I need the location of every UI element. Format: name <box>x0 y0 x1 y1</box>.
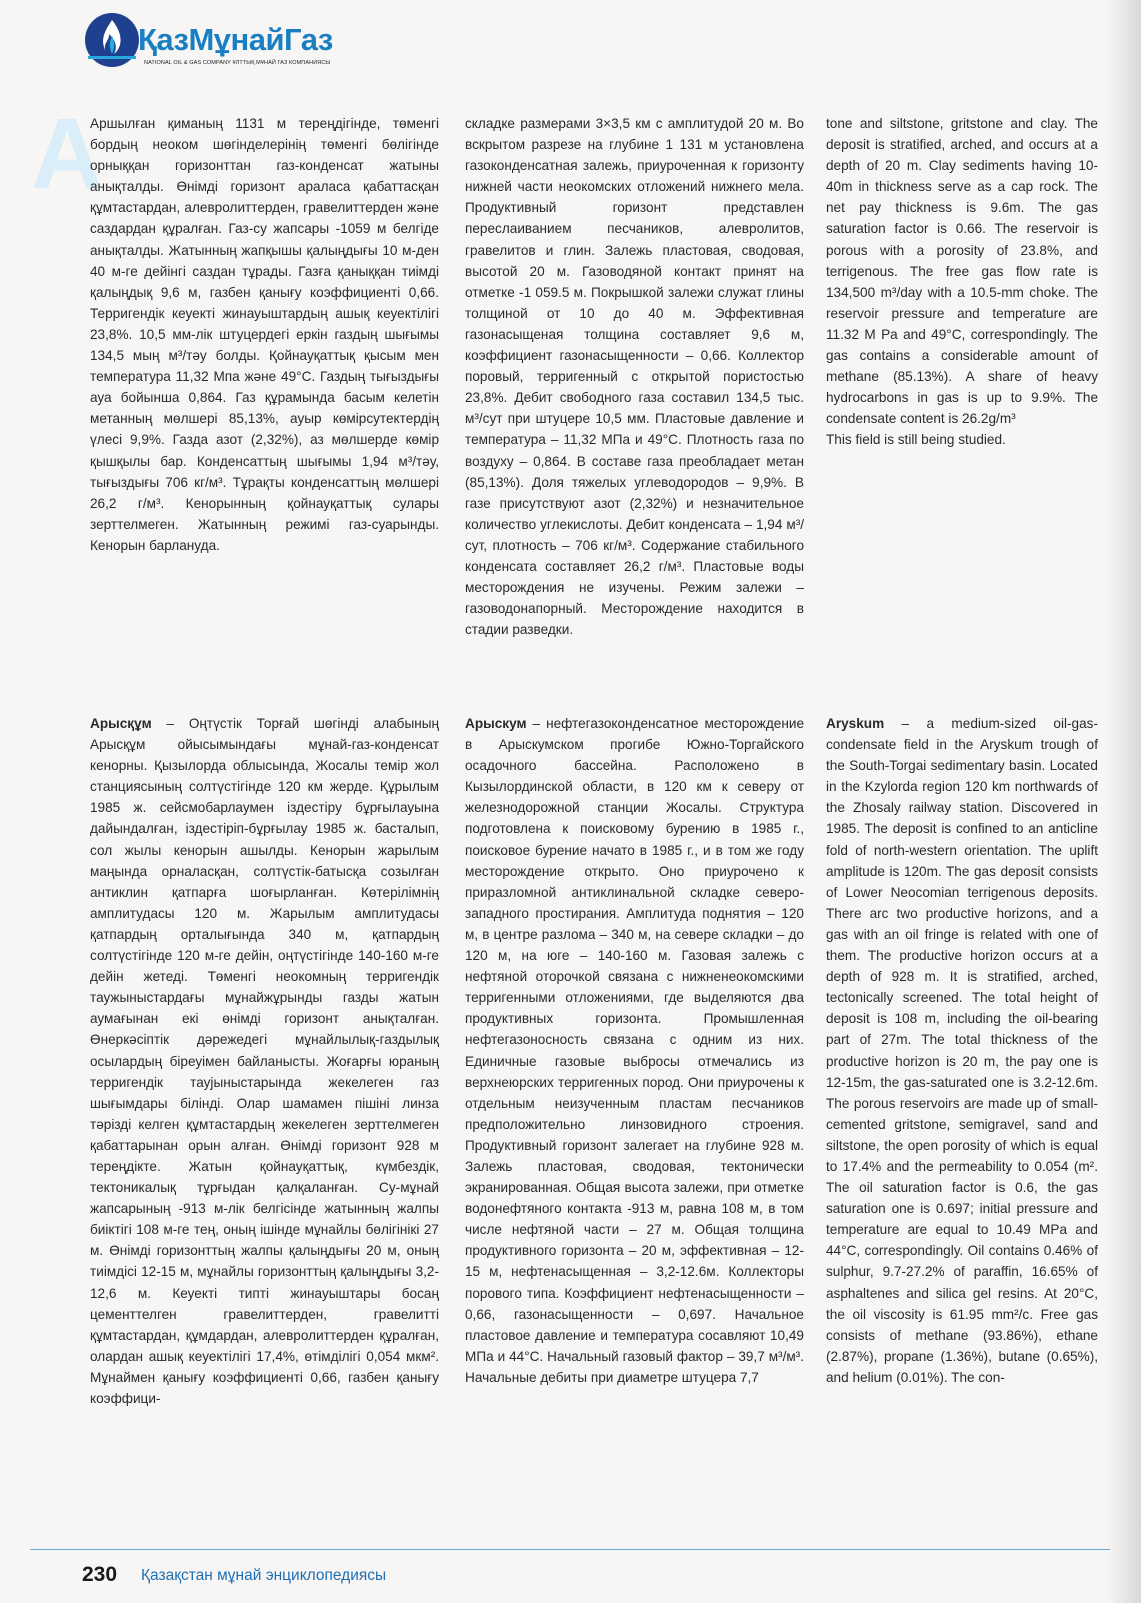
entry-body: – нефтегазоконденсатное месторождение в Арыскумском прогибе Южно-Торгайского осадочного бассейна. Расположено в Кызылординской области, в 120 км к северу от железнодорожной станции Жосалы. Структура подготовлена к поисковому бурению в 1985 г., поисковое бурение начато в 1985 г., и в том же году месторождение открыто. Оно приурочено к приразломной антиклинальной складке северо-западного простирания. Амплитуда поднятия – 120 м, в центре разлома – 340 м, на севере складки – до 120 м, на юге – 140-160 м. Газовая залежь с нефтяной оторочкой связана с нижненеокомскими терригенными отложениями, где выделяются два продуктивных горизонта. Промышленная нефтегазоносность связана с одним из них. Единичные газовые выбросы отмечались из верхнеюрских терригенных пород. Они приурочены к отдельным неизученным пластам песчаников предположительно линзовидного строения. Продуктивный горизонт залегает на глубине 928 м. Залежь пластовая, сводовая, тектонически экранированная. Общая высота залежи, при отметке водонефтяного контакта -913 м, равна 108 м, в том числе нефтяной части – 27 м. Общая толщина продуктивного горизонта – 20 м, эффективная – 12-15 м, нефтенасыщенная – 3,2-12.6м. Коллекторы порового типа. Коэффициент нефтенасыщенности – 0,66, газонасыщенности – 0,697. Начальное пластовое давление и температура сосавляют 10,49 МПа и 44°С. Начальный газовый фактор – 39,7 м³/м³. Начальные дебиты при диаметре штуцера 7,7 <box>465 716 804 1385</box>
page-edge-shadow <box>1107 0 1141 1603</box>
footer-rule <box>30 1549 1110 1550</box>
english-paragraph: tone and siltstone, gritstone and clay. The deposit is stratified, arched, and occurs at a depth of 20 m. Clay sediments having 10-40m in thickness serve as a cap rock. The net pay thickness is 9.6m. The gas saturation factor is 0.66. The reservoir is porous with a porosity of 23.8%, and terrigenous. The free gas flow rate is 134,500 m³/day with a 10.5-mm choke. The reservoir pressure and temperature are 11.32 M Pa and 49°C, correspondingly. The gas contains a considerable amount of methane (85.13%). A share of heavy hydrocarbons in gas is up to 9.9%. The condensate content is 26.2g/m³ <box>826 116 1098 427</box>
flame-logo-icon <box>82 10 142 70</box>
russian-entry-aryskum <box>465 713 804 1388</box>
kazakh-column-bottom <box>90 713 439 1409</box>
english-entry-aryskum <box>826 713 1098 1388</box>
russian-column-top <box>465 113 804 640</box>
dropcap-text: А <box>31 98 104 210</box>
russian-column-bottom <box>465 713 804 1388</box>
kazakh-paragraph: Аршылған қиманың 1131 м тереңдігінде, төменгі бордың неоком шөгінделерінің төменгі бөлігінде орныққан горизонттан газ-конденсат жатыны анықталды. Өнімді горизонт араласа қабаттасқан құмтастардан, алевролиттерден, гравелиттерден және саздардан құралған. Газ-су жапсары -1059 м белгіде анықталды. Жатынның жапқышы қалыңдығы 10 м-ден 40 м-ге дейінгі саздан тұрады. Газға қаныққан тиімді қалыңдық 9,6 м, газбен қанығу коэффициенті 0,66. Терригендік кеуекті жинауыштардың ашық кеуектілігі 23,8%. 10,5 мм-лік штуцердегі еркін газдың шығымы 134,5 мың м³/тәу болды. Қойнауқаттық қысым мен температура 11,32 Мпа және 49°С. Газдың тығыздығы ауа бойынша 0,864. Газ құрамында басым келетін метанның мөлшері 85,13%, ауыр көмірсутектердің үлесі 9,9%. Газда азот (2,32%), аз мөлшерде көмір қышқылы бар. Конденсаттың шығымы 1,94 м³/тәу, тығыздығы 706 кг/м³. Тұрақты конденсаттың мөлшері 26,2 г/м³. Кенорынның қойнауқаттық сулары зерттелмеген. Жатынның режимі газ-суарынды. Кенорын барлануда. <box>90 116 439 553</box>
entry-body: – a medium-sized oil-gas-condensate field in the Aryskum trough of the South-Torgai sedimentary basin. Located in the Kzylorda region 120 km northwards of the Zhosaly railway station. Discovered in 1985. The deposit is confined to an anticline fold of north-western orientation. The uplift amplitude is 120m. The gas deposit consists of Lower Neocomian terrigenous deposits. There arc two productive horizons, and a gas with an oil fringe is related with one of them. The productive horizon occurs at a depth of 928 m. It is stratified, arched, tectonically screened. The total height of deposit is 108 m, including the oil-bearing part of 27m. The total thickness of the productive horizon is 20 m, the pay one is 12-15m, the gas-saturated one is 3.2-12.6m. The porous reservoirs are made up of small-cemented gritstone, semigravel, sand and siltstone, the open porosity of which is equal to 17.4% and the permeability to 0.054 (m². The oil saturation factor is 0.6, the gas saturation one is 0.697; initial pressure and temperature are equal to 10.49 MPa and 44°C, correspondingly. Oil contains 0.46% of sulphur, 9.7-27.2% of paraffin, 16.65% of asphaltenes and silica gel resins. At 20°C, the oil viscosity is 61.95 mm²/c. Free gas consists of methane (93.86%), ethane (2.87%), propane (1.36%), butane (0.65%), and helium (0.01%). The con- <box>826 716 1098 1385</box>
entry-term: Aryskum <box>826 716 885 731</box>
running-footer-title: Қазақстан мұнай энциклопедиясы <box>141 1567 387 1584</box>
kazakh-column-top <box>90 113 439 556</box>
publisher-logo <box>82 10 462 72</box>
russian-paragraph: складке размерами 3×3,5 км с амплитудой 20 м. Во вскрытом разрезе на глубине 1 131 м установлена газоконденсатная залежь, приуроченная к горизонту нижней части неокомских отложений нижнего мела. Продуктивный горизонт представлен переслаиванием песчаников, алевролитов, гравелитов и глин. Залежь пластовая, сводовая, высотой 20 м. Газоводяной контакт принят на отметке -1 059.5 м. Покрышкой залежи служат глины толщиной от 10 до 40 м. Эффективная газонасыщеная толщина составляет 9,6 м, коэффициент газонасыщенности – 0,66. Коллектор поровый, терригенный с открытой пористостью 23,8%. Дебит свободного газа составил 134,5 тыс. м³/сут при штуцере 10,5 мм. Пластовые давление и температура – 11,32 МПа и 49°С. Плотность газа по воздуху – 0,864. В составе газа преобладает метан (85,13%). Доля тяжелых углеводородов – 9,9%. В газе присутствуют азот (2,32%) и незначительное количество углекислоты. Дебит конденсата – 1,94 м³/сут, плотность – 706 кг/м³. Содержание стабильного конденсата составляет 26,2 г/м³. Пластовые воды месторождения не изучены. Режим залежи – газоводонапорный. Месторождение находится в стадии разведки. <box>465 116 804 638</box>
dropcap-letter <box>31 98 104 210</box>
kazakh-entry-aryskum <box>90 713 439 1409</box>
english-column-top <box>826 113 1098 451</box>
page-number: 230 <box>82 1563 118 1586</box>
logo-wordmark: ҚазМұнайГаз <box>138 22 333 57</box>
english-column-bottom <box>826 713 1098 1388</box>
logo-subtitle: NATIONAL OIL & GAS COMPANY ҰЛТТЫҚ МҰНАЙ ГАЗ КОМПАНИЯСЫ <box>144 60 331 66</box>
entry-term: Арысқұм <box>90 716 152 731</box>
english-closing-line: This field is still being studied. <box>826 432 1006 448</box>
entry-term: Арыскум <box>465 716 527 731</box>
entry-body: – Оңтүстік Торғай шөгінді алабының Арысқұм ойысымындағы мұнай-газ-конденсат кенорны. Қызылорда облысында, Жосалы темір жол станциясының солтүстігінде 120 км жерде. Құрылым 1985 ж. сейсмобарлаумен іздестіру бұрғылауына дайындалған, іздестіріп-бұрғылау 1985 ж. басталып, сол жылы кенорын ашылды. Кенорын жарылым маңында орналасқан, солтүстік-батысқа созылған антиклин қатпарға шоғырланған. Көтерілімнің амплитудасы 120 м. Жарылым амплитудасы қатпардың орталығында 340 м, қатпардың солтүстігінде 120 м-ге дейін, оңтүстігінде 140-160 м-ге дейін жетеді. Төменгі неокомның терригендік таужыныстардағы мұнайжұрынды газды жатын аумағынан екі өнімді горизонт анықталған. Өнеркәсіптік дәрежедегі мұнайлылық-газдылық осылардың біреуімен байланысты. Жоғарғы юраның терригендік тауjыныстарында жекелеген газ шығымдары білінді. Олар шамамен пішіні линза тәрізді келген құмтастардың жекелеген зерттелмеген қабаттарынан орын алған. Өнімді горизонт 928 м тереңдікте. Жатын қойнауқаттық, күмбездік, тектоникалық тұрғыдан қалқаланған. Су-мұнай жапсарының -913 м-лік белгісінде жатынның жалпы биіктігі 108 м-ге тең, оның ішінде мұнайлы бөлігінікі 27 м. Өнімді горизонттың жалпы қалыңдығы 20 м, оның тиімдісі 12-15 м, мұнайлы горизонттың қалыңдығы 3,2-12,6 м. Кеуекті типті жинауыштары босаң цементтелген гравелиттерден, гравелитті құмтастардан, құмдардан, алевролиттерден құралған, олардан ашық кеуектілігі 17,4%, өтімділігі 0,054 мкм². Мұнаймен қанығу коэффициенті 0,66, газбен қанығу коэффици- <box>90 716 439 1406</box>
